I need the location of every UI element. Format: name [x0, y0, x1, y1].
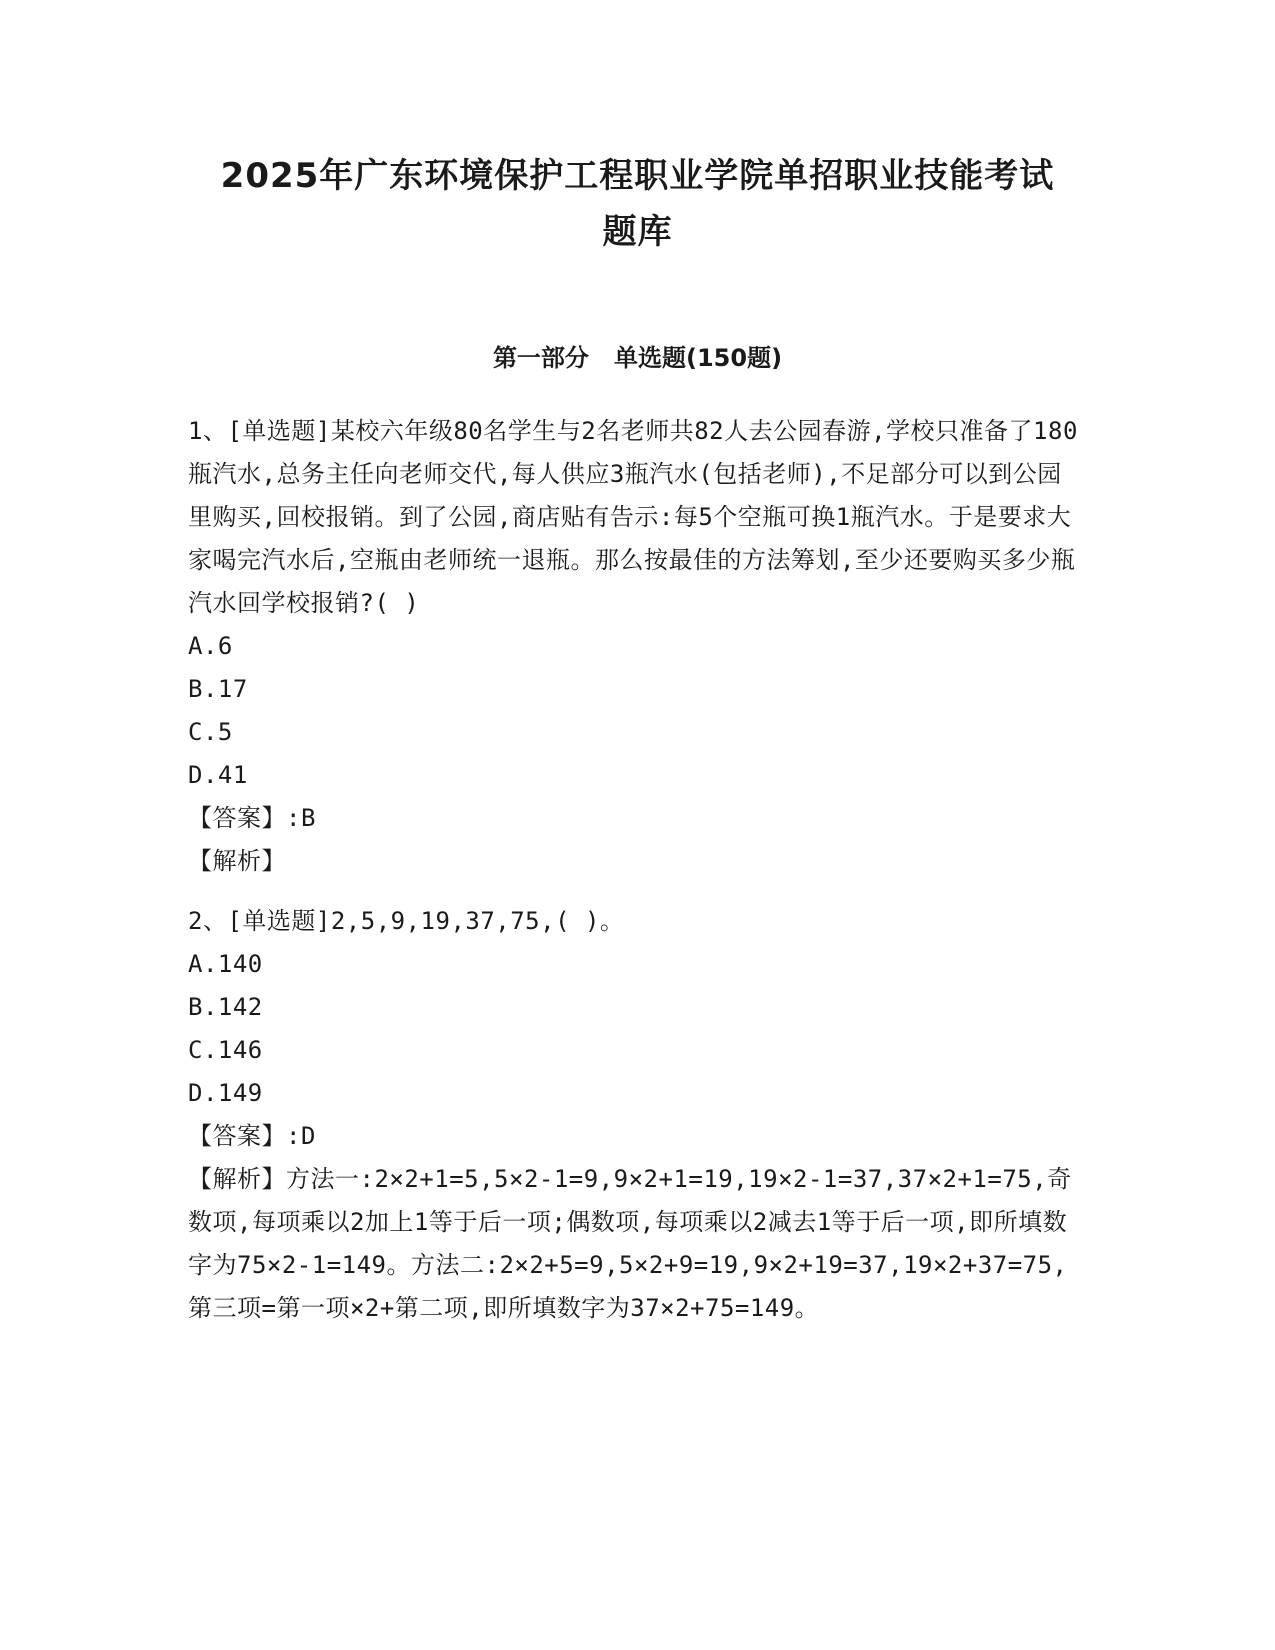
answer-label: 【答案】: [188, 804, 301, 832]
analysis-label: 【解析】 [188, 1165, 286, 1193]
answer-value: B [300, 804, 316, 832]
document-title [150, 148, 1125, 260]
document-title-line-2: 题库 [602, 212, 673, 252]
question-2 [188, 900, 1078, 1330]
question-spacer [188, 883, 1078, 900]
answer-label: 【答案】: [188, 1122, 301, 1150]
answer-value: D [300, 1122, 316, 1150]
analysis-text: 方法一:2×2+1=5,5×2-1=9,9×2+1=19,19×2-1=37,37×2+1=75,奇数项,每项乘以2加上1等于后一项;偶数项,每项乘以2减去1等于后一项,即所填数字为75×2-1=149。方法二:2×2+5=9,5×2+9=19,9×2+19=37,19×2+37=75,第三项=第一项×2+第二项,即所填数字为37×2+75=149。 [188, 1165, 1072, 1322]
document-title-line-1: 2025年广东环境保护工程职业学院单招职业技能考试 [220, 156, 1055, 196]
question-1 [188, 410, 1078, 883]
question-1-option-a: A.6 [188, 632, 233, 660]
question-1-option-c: C.5 [188, 718, 233, 746]
question-2-option-a: A.140 [188, 950, 263, 978]
question-1-option-b: B.17 [188, 675, 248, 703]
analysis-label: 【解析】 [188, 847, 286, 875]
question-1-option-d: D.41 [188, 761, 248, 789]
question-2-answer [188, 1115, 1078, 1158]
question-2-stem: 2、[单选题]2,5,9,19,37,75,( )。 [188, 907, 625, 935]
question-1-answer [188, 797, 1078, 840]
question-1-stem: 1、[单选题]某校六年级80名学生与2名老师共82人去公园春游,学校只准备了180瓶汽水,总务主任向老师交代,每人供应3瓶汽水(包括老师),不足部分可以到公园里购买,回校报销。到了公园,商店贴有告示:每5个空瓶可换1瓶汽水。于是要求大家喝完汽水后,空瓶由老师统一退瓶。那么按最佳的方法筹划,至少还要购买多少瓶汽水回学校报销?( ) [188, 417, 1078, 617]
question-2-option-b: B.142 [188, 993, 263, 1021]
question-list [188, 410, 1078, 1330]
question-1-analysis [188, 840, 1078, 883]
question-2-option-c: C.146 [188, 1036, 263, 1064]
section-title: 第一部分 单选题(150题) [492, 344, 783, 372]
question-2-analysis [188, 1158, 1078, 1330]
question-2-option-d: D.149 [188, 1079, 263, 1107]
